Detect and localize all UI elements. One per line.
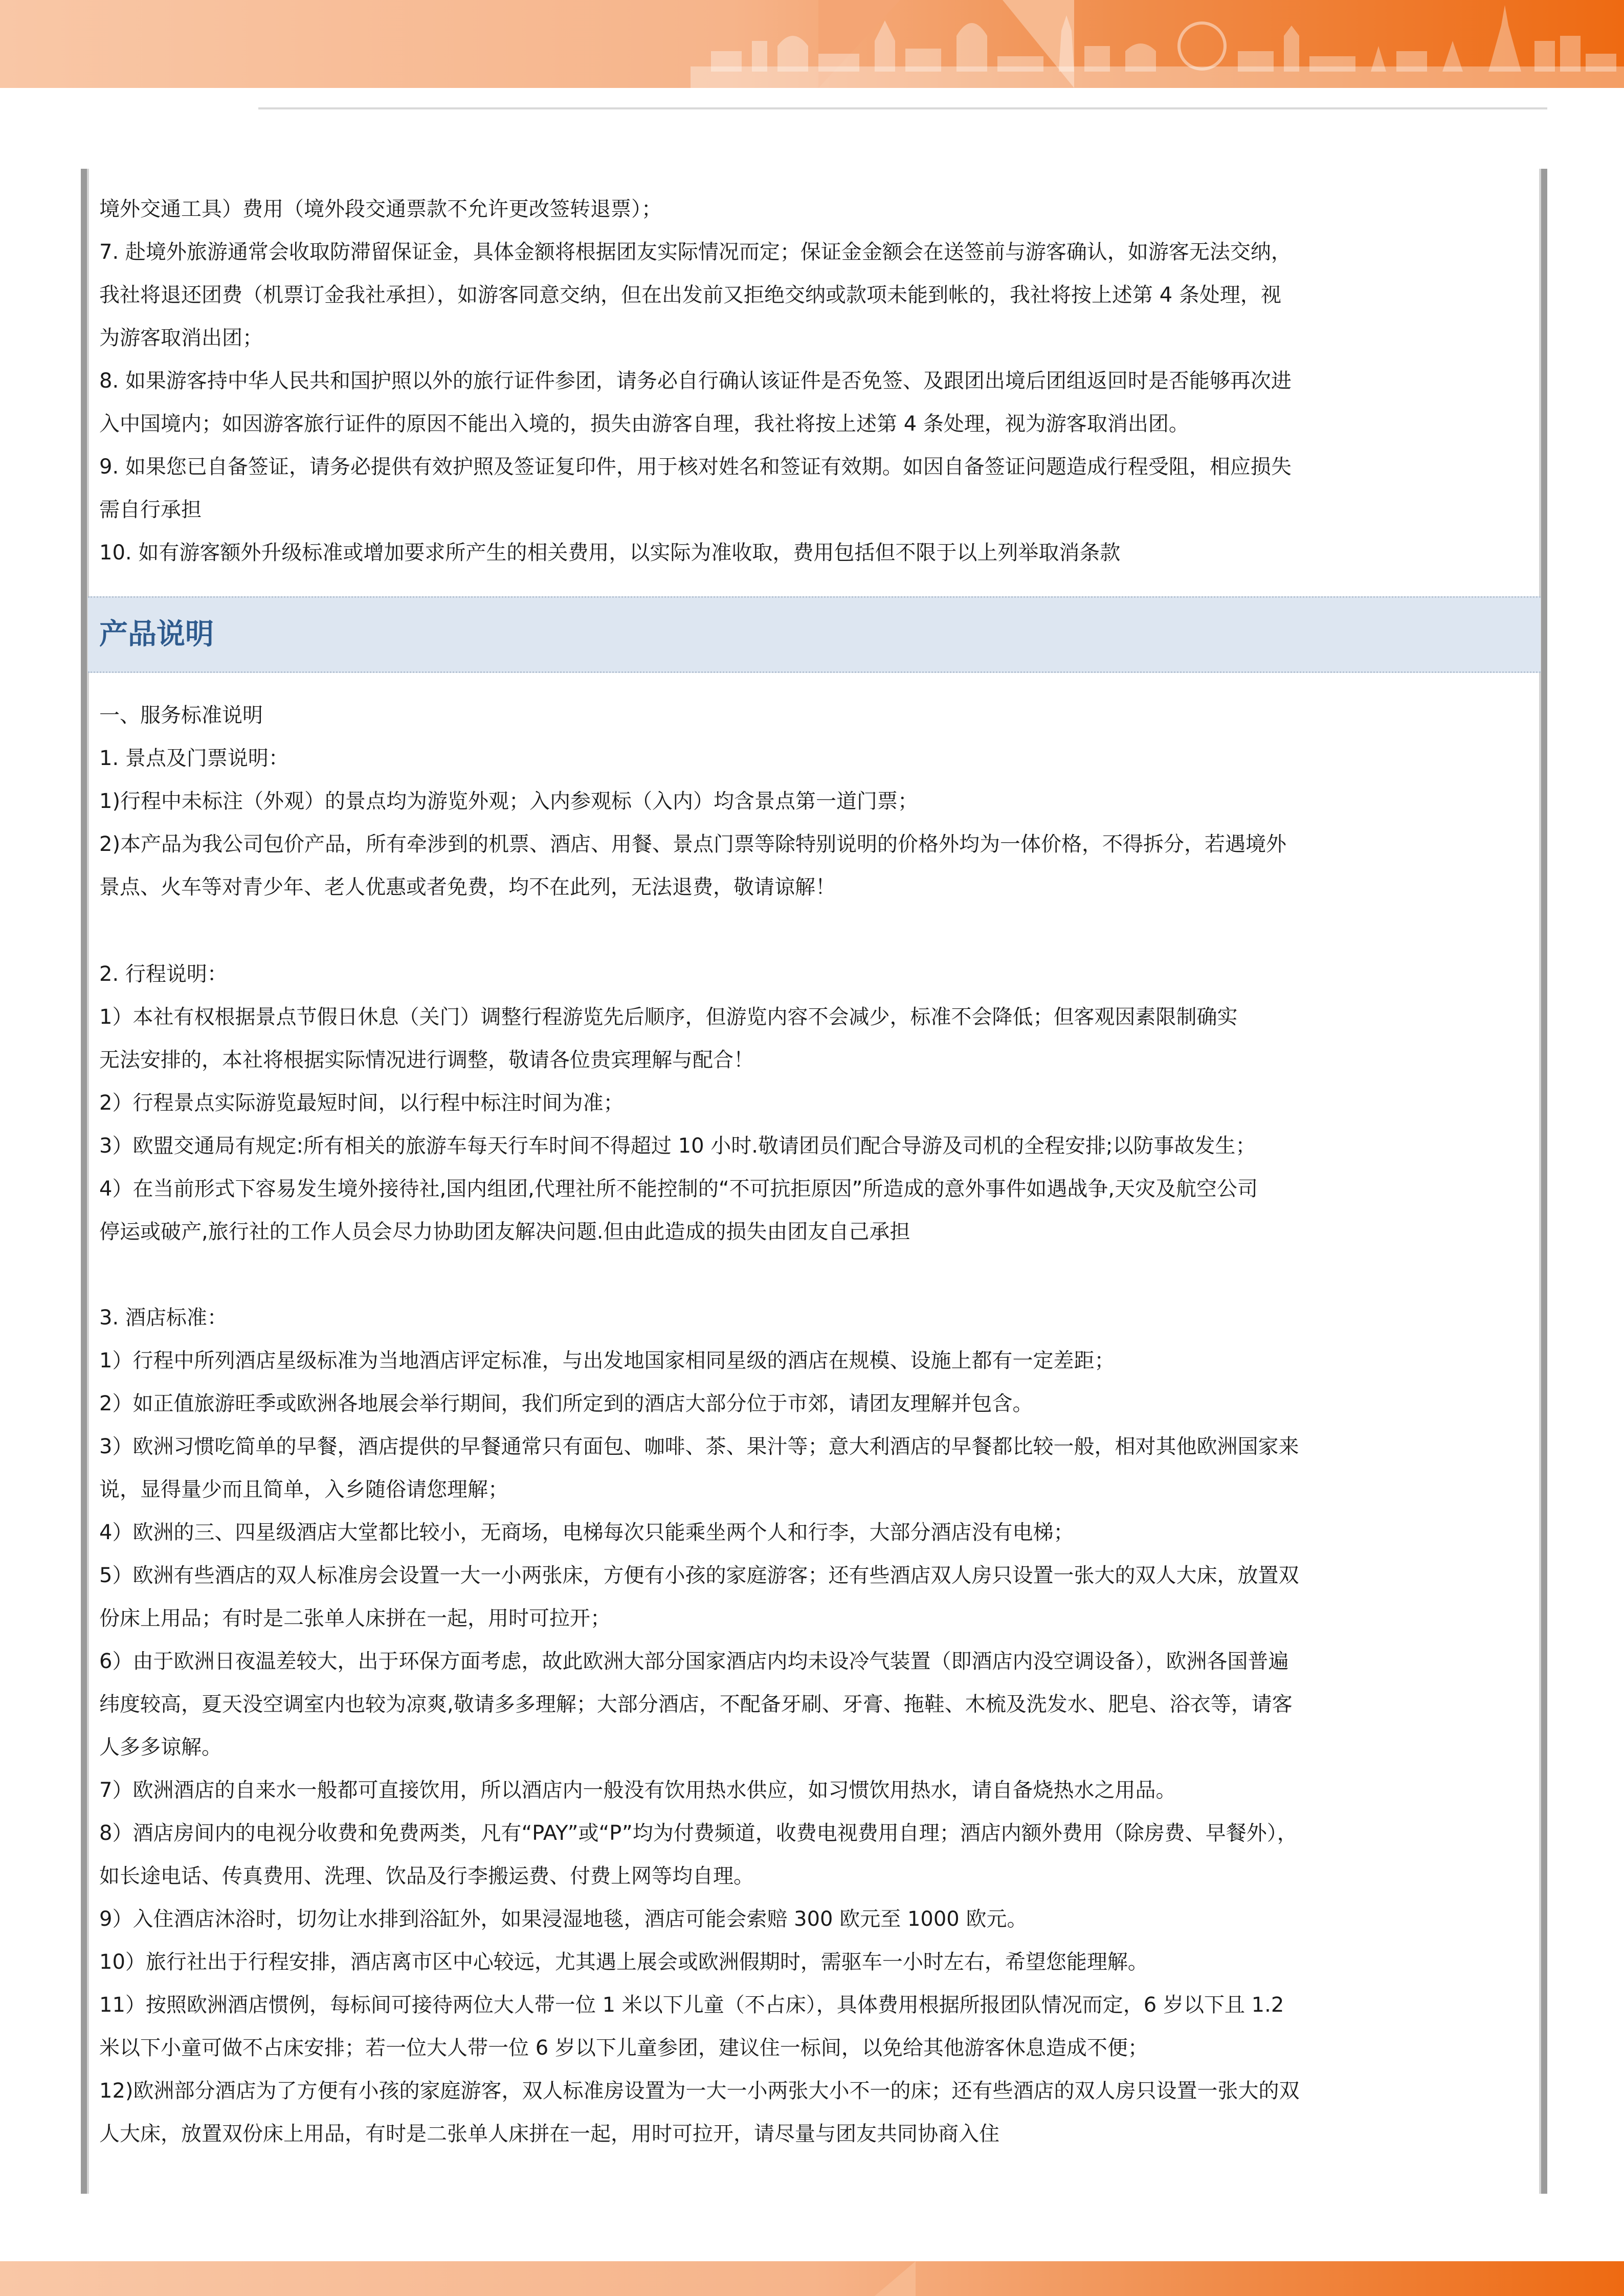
text-line: 2. 行程说明： (99, 962, 228, 986)
text-line: 境外交通工具）费用（境外段交通票款不允许更改签转退票）； (99, 197, 662, 221)
text-line: 11）按照欧洲酒店惯例，每标间可接待两位大人带一位 1 米以下儿童（不占床），具体费用根据所报团队情况而定，6 岁以下且 1.2 (99, 1993, 1284, 2017)
section-header (88, 596, 1541, 673)
text-line: 4）欧洲的三、四星级酒店大堂都比较小，无商场，电梯每次只能乘坐两个人和行李，大部分酒店没有电梯； (99, 1521, 1074, 1544)
text-line: 10）旅行社出于行程安排，酒店离市区中心较远，尤其遇上展会或欧洲假期时，需驱车一小时左右，希望您能理解。 (99, 1950, 1148, 1974)
text-line: 5）欧洲有些酒店的双人标准房会设置一大一小两张床，方便有小孩的家庭游客；还有些酒店双人房只设置一张大的双人大床，放置双 (99, 1564, 1299, 1587)
text-line: 入中国境内；如因游客旅行证件的原因不能出入境的，损失由游客自理，我社将按上述第 4 条处理，视为游客取消出团。 (99, 412, 1189, 436)
text-line: 为游客取消出团； (99, 326, 263, 350)
text-line: 停运或破产,旅行社的工作人员会尽力协助团友解决问题.但由此造成的损失由团友自己承担 (99, 1220, 910, 1244)
top-banner (0, 0, 1624, 88)
text-line: 说，显得量少而且简单，入乡随俗请您理解； (99, 1478, 508, 1501)
text-line: 3）欧盟交通局有规定:所有相关的旅游车每天行车时间不得超过 10 小时.敬请团员们配合导游及司机的全程安排;以防事故发生； (99, 1134, 1256, 1158)
text-line: 9）入住酒店沐浴时，切勿让水排到浴缸外，如果浸湿地毯，酒店可能会索赔 300 欧元至 1000 欧元。 (99, 1907, 1028, 1931)
text-line: 10. 如有游客额外升级标准或增加要求所产生的相关费用，以实际为准收取，费用包括但不限于以上列举取消条款 (99, 541, 1121, 565)
text-line: 6）由于欧洲日夜温差较大，出于环保方面考虑，故此欧洲大部分国家酒店内均未设冷气装置（即酒店内没空调设备），欧洲各国普遍 (99, 1650, 1289, 1673)
text-line: 1. 景点及门票说明： (99, 747, 289, 770)
bottom-banner (0, 2261, 1624, 2296)
city-skyline-illustration (691, 5, 1624, 88)
text-line: 纬度较高，夏天没空调室内也较为凉爽,敬请多多理解；大部分酒店，不配备牙刷、牙膏、拖鞋、木梳及洗发水、肥皂、浴衣等，请客 (99, 1693, 1293, 1716)
text-line: 2)本产品为我公司包价产品，所有牵涉到的机票、酒店、用餐、景点门票等除特别说明的价格外均为一体价格，不得拆分，若遇境外 (99, 832, 1287, 856)
section-title: 产品说明 (99, 618, 214, 651)
text-line: 8. 如果游客持中华人民共和国护照以外的旅行证件参团，请务必自行确认该证件是否免签、及跟团出境后团组返回时是否能够再次进 (99, 369, 1292, 393)
text-line: 8）酒店房间内的电视分收费和免费两类，凡有“PAY”或“P”均为付费频道，收费电视费用自理；酒店内额外费用（除房费、早餐外）， (99, 1821, 1298, 1845)
text-line: 景点、火车等对青少年、老人优惠或者免费，均不在此列，无法退费，敬请谅解！ (99, 875, 836, 899)
text-line: 4）在当前形式下容易发生境外接待社,国内组团,代理社所不能控制的“不可抗拒原因”所造成的意外事件如遇战争,天灾及航空公司 (99, 1177, 1258, 1201)
banner-stripe (875, 2261, 916, 2296)
text-line: 米以下小童可做不占床安排；若一位大人带一位 6 岁以下儿童参团，建议住一标间，以免给其他游客休息造成不便； (99, 2036, 1148, 2060)
content-frame (81, 169, 1547, 2194)
text-line: 1)行程中未标注（外观）的景点均为游览外观；入内参观标（入内）均含景点第一道门票； (99, 790, 919, 813)
text-line: 2）如正值旅游旺季或欧洲各地展会举行期间，我们所定到的酒店大部分位于市郊，请团友理解并包含。 (99, 1392, 1033, 1415)
text-line: 如长途电话、传真费用、洗理、饮品及行李搬运费、付费上网等均自理。 (99, 1864, 754, 1888)
header-rule (258, 107, 1547, 109)
text-line: 7）欧洲酒店的自来水一般都可直接饮用，所以酒店内一般没有饮用热水供应，如习惯饮用热水，请自备烧热水之用品。 (99, 1779, 1176, 1802)
text-line: 无法安排的，本社将根据实际情况进行调整，敬请各位贵宾理解与配合！ (99, 1048, 754, 1072)
text-line: 2）行程景点实际游览最短时间，以行程中标注时间为准； (99, 1091, 624, 1115)
text-line: 份床上用品；有时是二张单人床拼在一起，用时可拉开； (99, 1607, 611, 1630)
text-line: 1）本社有权根据景点节假日休息（关门）调整行程游览先后顺序，但游览内容不会减少，标准不会降低；但客观因素限制确实 (99, 1005, 1238, 1029)
text-line: 我社将退还团费（机票订金我社承担），如游客同意交纳，但在出发前又拒绝交纳或款项未能到帐的，我社将按上述第 4 条处理，视 (99, 283, 1281, 307)
text-line: 需自行承担 (99, 498, 202, 522)
text-line: 人大床，放置双份床上用品，有时是二张单人床拼在一起，用时可拉开，请尽量与团友共同协商入住 (99, 2122, 999, 2146)
text-line: 人多多谅解。 (99, 1736, 222, 1759)
text-line: 3. 酒店标准： (99, 1306, 228, 1330)
text-line: 3）欧洲习惯吃简单的早餐，酒店提供的早餐通常只有面包、咖啡、茶、果汁等；意大利酒店的早餐都比较一般，相对其他欧洲国家来 (99, 1435, 1299, 1458)
text-line: 1）行程中所列酒店星级标准为当地酒店评定标准，与出发地国家相同星级的酒店在规模、设施上都有一定差距； (99, 1349, 1115, 1372)
text-line: 一、服务标准说明 (99, 704, 263, 727)
text-line: 9. 如果您已自备签证，请务必提供有效护照及签证复印件，用于核对姓名和签证有效期。如因自备签证问题造成行程受阻，相应损失 (99, 455, 1292, 479)
text-line: 12)欧洲部分酒店为了方便有小孩的家庭游客，双人标准房设置为一大一小两张大小不一的床；还有些酒店的双人房只设置一张大的双 (99, 2079, 1300, 2103)
text-line: 7. 赴境外旅游通常会收取防滞留保证金，具体金额将根据团友实际情况而定；保证金金额会在送签前与游客确认，如游客无法交纳， (99, 240, 1292, 264)
